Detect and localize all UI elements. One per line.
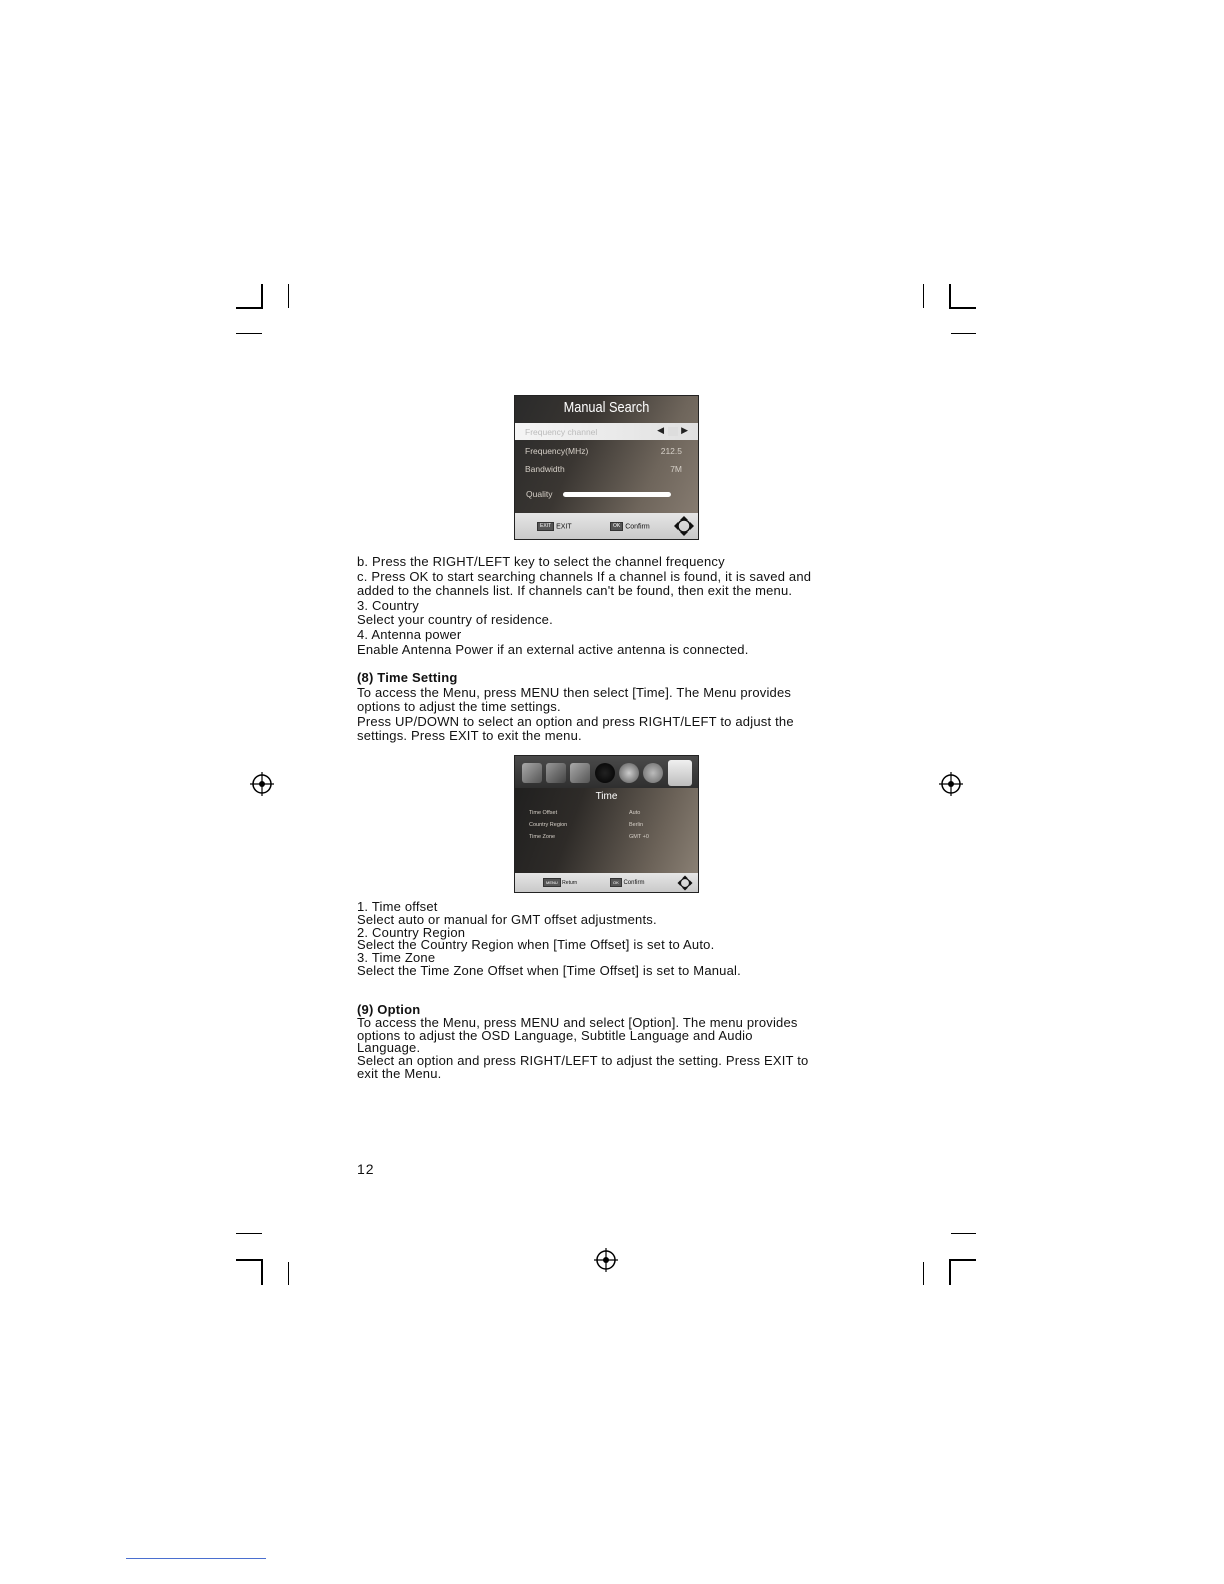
ok-key: OK <box>610 878 622 887</box>
time-menu-screenshot <box>514 755 699 893</box>
right-arrow-icon: ▶ <box>681 425 688 435</box>
crop-mark <box>261 1259 263 1285</box>
navigation-arrows-icon <box>672 514 696 538</box>
country-heading: 3. Country <box>357 597 419 613</box>
registration-mark-icon <box>593 1247 619 1273</box>
lock-tab-icon <box>595 763 615 783</box>
option-heading: (9) Option <box>357 1002 421 1017</box>
menu-key: MENU <box>543 878 561 887</box>
crop-mark <box>236 1233 262 1234</box>
crop-mark <box>949 307 976 309</box>
screen-footer <box>515 873 698 892</box>
crop-mark <box>236 307 263 309</box>
row-label: Time Zone <box>529 834 556 840</box>
footer-rule <box>126 1558 266 1559</box>
step-b: b. Press the RIGHT/LEFT key to select the channel frequency <box>357 554 725 569</box>
exit-hint <box>537 522 572 531</box>
row-value: Auto <box>629 810 641 816</box>
channel-search-instructions <box>357 555 847 657</box>
antenna-body: Enable Antenna Power if an external active antenna is connected. <box>357 641 749 657</box>
confirm-label: Confirm <box>623 880 645 887</box>
screen-title: Time <box>595 791 618 802</box>
quality-label: Quality <box>526 489 553 499</box>
time-offset-body: Select auto or manual for GMT offset adjustments. <box>357 911 657 927</box>
crop-mark <box>949 284 951 308</box>
row-label: Time Offset <box>529 810 558 816</box>
page-number: 12 <box>357 1161 375 1177</box>
quality-bar <box>563 492 671 497</box>
sound-tab-icon <box>546 763 566 783</box>
row-label: Frequency channel <box>525 427 598 437</box>
row-label: Frequency(MHz) <box>525 446 589 456</box>
confirm-label: Confirm <box>625 523 650 531</box>
option-line: exit the Menu. <box>357 1065 442 1081</box>
channel-tab-icon <box>570 763 590 783</box>
time-setting-line: Press UP/DOWN to select an option and press RIGHT/LEFT to adjust the <box>357 713 794 729</box>
return-label: Return <box>562 879 578 886</box>
menu-tab-bar <box>515 756 698 788</box>
option-line: Select an option and press RIGHT/LEFT to adjust the setting. Press EXIT to <box>357 1053 809 1069</box>
left-arrow-icon: ◀ <box>657 425 664 435</box>
country-region-heading: 2. Country Region <box>357 924 466 940</box>
step-c-line1: c. Press OK to start searching channels If a channel is found, it is saved and <box>357 568 812 584</box>
confirm-hint <box>610 878 644 887</box>
crop-mark <box>949 1259 976 1261</box>
screen-footer <box>515 513 698 539</box>
registration-mark-icon <box>249 771 275 797</box>
antenna-heading: 4. Antenna power <box>357 626 462 642</box>
option-line: options to adjust the OSD Language, Subtitle Language and Audio <box>357 1027 753 1043</box>
time-tab-icon <box>668 760 692 786</box>
time-offset-heading: 1. Time offset <box>357 899 438 914</box>
row-label: Country Region <box>529 822 568 828</box>
step-c-line2: added to the channels list. If channels can't be found, then exit the menu. <box>357 583 793 599</box>
crop-mark <box>236 1259 263 1261</box>
crop-mark <box>923 284 924 308</box>
time-zone-heading: 3. Time Zone <box>357 950 436 966</box>
crop-mark <box>949 1259 951 1285</box>
time-zone-body: Select the Time Zone Offset when [Time Offset] is set to Manual. <box>357 962 741 978</box>
option-section <box>357 1004 847 1081</box>
country-region-body: Select the Country Region when [Time Offset] is set to Auto. <box>357 937 715 953</box>
row-label: Bandwidth <box>525 464 565 474</box>
crop-mark <box>261 284 263 308</box>
row-value: 7M <box>670 464 682 474</box>
return-hint <box>543 878 577 887</box>
crop-mark <box>288 284 289 308</box>
country-body: Select your country of residence. <box>357 612 553 628</box>
crop-mark <box>951 333 976 334</box>
row-value: GMT +0 <box>629 834 649 840</box>
screen-title: Manual Search <box>563 399 650 416</box>
exit-key: EXIT <box>537 522 554 531</box>
quality-bar-fill <box>563 492 671 497</box>
option-tab-icon <box>643 763 663 783</box>
time-setting-heading: (8) Time Setting <box>357 670 458 685</box>
ok-key: OK <box>610 522 623 531</box>
exit-label: EXIT <box>556 523 572 531</box>
registration-mark-icon <box>938 771 964 797</box>
manual-search-screenshot <box>514 395 699 540</box>
crop-mark <box>288 1262 289 1285</box>
setup-tab-icon <box>619 763 639 783</box>
time-setting-line: To access the Menu, press MENU then select [Time]. The Menu provides <box>357 684 792 700</box>
time-setting-line: options to adjust the time settings. <box>357 699 561 715</box>
picture-tab-icon <box>522 763 542 783</box>
confirm-hint <box>610 522 650 531</box>
option-line: To access the Menu, press MENU and select [Option]. The menu provides <box>357 1014 798 1030</box>
time-items-section <box>357 901 847 978</box>
crop-mark <box>951 1233 976 1234</box>
row-value: 212.5 <box>660 446 682 456</box>
value-box <box>668 427 678 436</box>
frequency-channel-row <box>515 423 698 440</box>
time-setting-section <box>357 671 847 744</box>
row-value: Berlin <box>629 822 644 828</box>
time-setting-line: settings. Press EXIT to exit the menu. <box>357 728 582 744</box>
navigation-arrows-icon <box>676 874 694 892</box>
option-line: Language. <box>357 1040 421 1056</box>
crop-mark <box>923 1262 924 1285</box>
crop-mark <box>236 333 262 334</box>
